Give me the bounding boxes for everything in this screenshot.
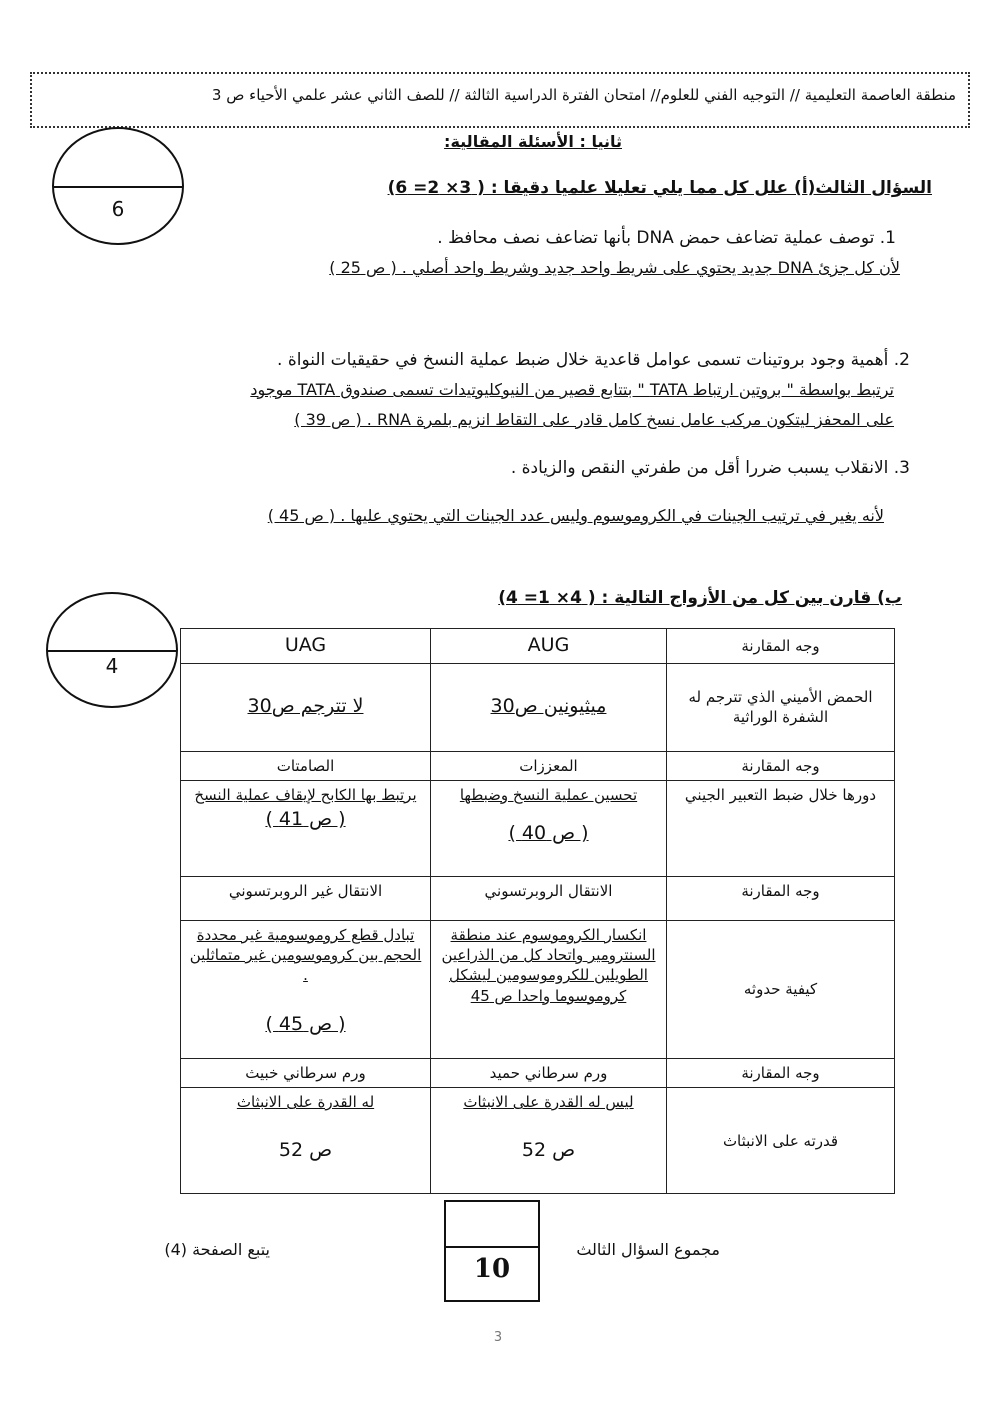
header-text: منطقة العاصمة التعليمية // التوجيه الفني للعلوم// امتحان الفترة الدراسية الثالثة // للصف الثاني عشر علمي الأحياء ص 3 bbox=[211, 86, 956, 104]
table-row bbox=[181, 876, 895, 920]
answer-a-item-3: لأنه يغير في ترتيب الجينات في الكروموسوم وليس عدد الجينات التي يحتوي عليها . ( ص 45 ) bbox=[267, 506, 884, 525]
table-cell: الانتقال غير الروبرتسوني bbox=[181, 876, 431, 920]
total-label: مجموع السؤال الثالث bbox=[576, 1240, 720, 1259]
table-cell-text: انكسار الكروموسوم عند منطقة السنترومير واتحاد كل من الذراعين الطويلين للكروموسومين ليشكل كروموسوما واحدا ص 45 bbox=[441, 925, 656, 1005]
table-cell bbox=[181, 920, 431, 1058]
table-cell-text: تحسين عملية النسخ وضبطها bbox=[459, 785, 638, 804]
table-cell-ref: ص 52 bbox=[521, 1139, 576, 1162]
table-label-cell: وجه المقارنة bbox=[667, 629, 895, 664]
table-cell bbox=[181, 1088, 431, 1194]
score-circle-a-value: 6 bbox=[111, 197, 125, 221]
question-a-prompt: السؤال الثالث(أ) علل كل مما يلي تعليلا علميا دقيقا : ( 3× 2= 6) bbox=[387, 178, 932, 198]
answer-a-item-2-line-1: ترتبط بواسطة " بروتين ارتباط TATA " بتتابع قصير من النيوكليوتيدات تسمى صندوق TATA موجود bbox=[250, 380, 894, 399]
table-cell-ref: ( ص 45 ) bbox=[265, 1012, 346, 1035]
table-row bbox=[181, 920, 895, 1058]
table-row bbox=[181, 629, 895, 664]
score-circle-b-value: 4 bbox=[105, 654, 119, 678]
table-label-cell: الحمض الأميني الذي تترجم له الشفرة الوراثية bbox=[667, 663, 895, 751]
table-cell bbox=[181, 780, 431, 876]
table-cell-text: ليس له القدرة على الانبثاث bbox=[463, 1093, 634, 1112]
table-label-cell: كيفية حدوثه bbox=[667, 920, 895, 1058]
answer-a-item-2-line-2: على المحفز ليتكون مركب عامل نسخ كامل قادر على التقاط انزيم بلمرة RNA . ( ص 39 ) bbox=[294, 410, 894, 429]
table-cell: الانتقال الروبرتسوني bbox=[431, 876, 667, 920]
table-row bbox=[181, 751, 895, 780]
answer-a-item-1: لأن كل جزئ DNA جديد يحتوي على شريط واحد جديد وشريط واحد أصلي . ( ص 25 ) bbox=[329, 258, 900, 277]
table-cell bbox=[431, 1088, 667, 1194]
table-cell: ورم سرطاني خبيث bbox=[181, 1058, 431, 1087]
table-label-cell: قدرته على الانبثاث bbox=[667, 1088, 895, 1194]
table-cell: ورم سرطاني حميد bbox=[431, 1058, 667, 1087]
section-title: ثانيا : الأسئلة المقالية: bbox=[444, 132, 622, 151]
table-cell: AUG bbox=[431, 629, 667, 664]
table-label-cell: وجه المقارنة bbox=[667, 1058, 895, 1087]
table-label-cell: وجه المقارنة bbox=[667, 751, 895, 780]
question-a-item-2: 2. أهمية وجود بروتينات تسمى عوامل قاعدية خلال ضبط عملية النسخ في حقيقيات النواة . bbox=[277, 350, 910, 370]
continue-note: يتبع الصفحة (4) bbox=[164, 1240, 270, 1259]
question-a-item-1: 1. توصف عملية تضاعف حمض DNA بأنها تضاعف نصف محافظ . bbox=[437, 228, 896, 248]
total-score-value: 10 bbox=[473, 1254, 511, 1284]
page-number: 3 bbox=[493, 1330, 503, 1345]
total-score-box bbox=[444, 1200, 540, 1302]
table-cell: لا تترجم ص30 bbox=[181, 663, 431, 751]
table-cell: الصامتات bbox=[181, 751, 431, 780]
question-b-prompt: ب) قارن بين كل من الأزواج التالية : ( 4× 1= 4) bbox=[498, 588, 902, 608]
table-cell: UAG bbox=[181, 629, 431, 664]
table-cell-text: تبادل قطع كروموسومية غير محددة الحجم بين كروموسومين غير متماثلين . bbox=[189, 925, 422, 985]
table-row bbox=[181, 780, 895, 876]
table-cell: المعززات bbox=[431, 751, 667, 780]
table-cell bbox=[431, 920, 667, 1058]
comparison-table bbox=[180, 628, 895, 1194]
table-cell-ref: ( ص 41 ) bbox=[265, 808, 346, 831]
table-cell-ref: ( ص 40 ) bbox=[508, 822, 589, 845]
table-row bbox=[181, 663, 895, 751]
table-cell-ref: ص 52 bbox=[278, 1139, 333, 1162]
table-row bbox=[181, 1088, 895, 1194]
question-a-item-3: 3. الانقلاب يسبب ضررا أقل من طفرتي النقص والزيادة . bbox=[510, 458, 910, 478]
table-cell-text: يرتبط بها الكابح لإيقاف عملية النسخ bbox=[194, 785, 417, 804]
table-cell-text: له القدرة على الانبثاث bbox=[236, 1093, 375, 1112]
table-label-cell: دورها خلال ضبط التعبير الجيني bbox=[667, 780, 895, 876]
table-label-cell: وجه المقارنة bbox=[667, 876, 895, 920]
table-cell: ميثيونين ص30 bbox=[431, 663, 667, 751]
table-cell bbox=[431, 780, 667, 876]
score-circle-b bbox=[46, 592, 178, 708]
table-row bbox=[181, 1058, 895, 1087]
